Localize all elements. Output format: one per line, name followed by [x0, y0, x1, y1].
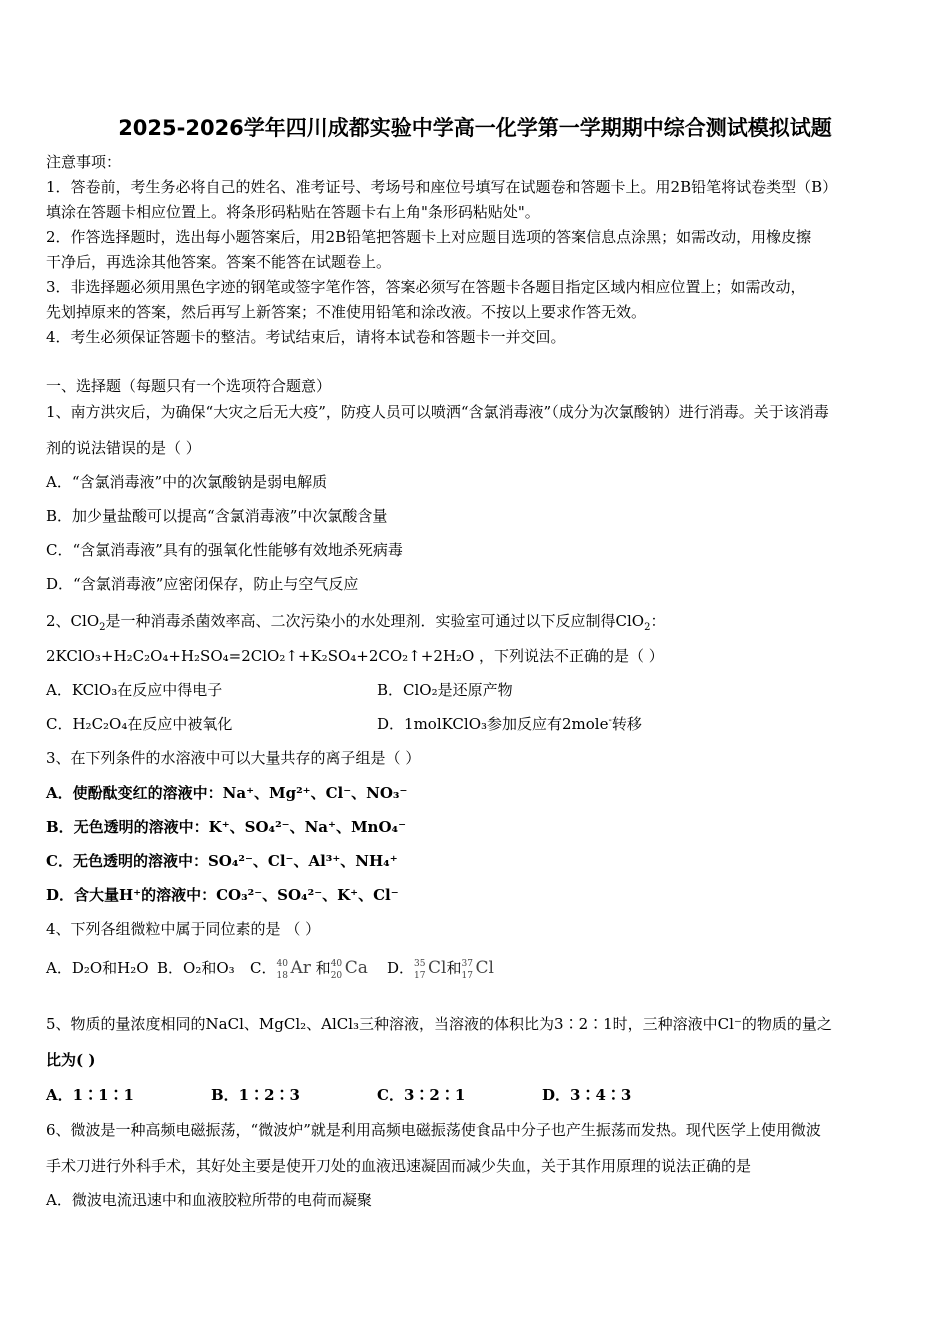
q4-option-c-mid: 和: [315, 959, 331, 977]
isotope-ar: [276, 958, 311, 981]
q4-option-a: A．D₂O和H₂O: [46, 959, 149, 977]
q1-stem-1: 1、南方洪灾后，为确保“大灾之后无大疫”，防疫人员可以喷洒“含氯消毒液”（成分为次氯酸钠）进行消毒。关于该消毒: [46, 403, 829, 421]
q4-option-c: [250, 958, 368, 981]
q1-option-d: D．“含氯消毒液”应密闭保存，防止与空气反应: [46, 575, 359, 593]
cl37-symbol: Cl: [475, 958, 494, 978]
q3-option-b: B．无色透明的溶液中：K⁺、SO₄²⁻、Na⁺、MnO₄⁻: [46, 818, 407, 836]
q6-option-a: A．微波电流迅速中和血液胶粒所带的电荷而凝聚: [46, 1191, 372, 1209]
cl35-z: 17: [414, 971, 426, 981]
cl35-mass: 35: [414, 959, 426, 969]
q5-option-a: A．1∶1∶1: [46, 1086, 134, 1104]
isotope-cl35: [414, 958, 447, 981]
q2-option-a: A．KClO₃在反应中得电子: [46, 681, 223, 699]
q6-stem-1: 6、微波是一种高频电磁振荡，“微波炉”就是利用高频电磁振荡使食品中分子也产生振荡而发热。现代医学上使用微波: [46, 1121, 821, 1139]
q3-option-d: D．含大量H⁺的溶液中：CO₃²⁻、SO₄²⁻、K⁺、Cl⁻: [46, 886, 399, 904]
q1-option-b: B．加少量盐酸可以提高“含氯消毒液”中次氯酸含量: [46, 507, 388, 525]
cl35-symbol: Cl: [428, 958, 447, 978]
notice-line-1: 1．答卷前，考生务必将自己的姓名、准考证号、考场号和座位号填写在试题卷和答题卡上。用2B铅笔将试卷类型（B）: [46, 178, 838, 196]
ca-symbol: Ca: [344, 958, 368, 978]
q5-option-d: D．3∶4∶3: [542, 1086, 632, 1104]
q3-option-a: A．使酚酞变红的溶液中：Na⁺、Mg²⁺、Cl⁻、NO₃⁻: [46, 784, 408, 802]
q5-option-c: C．3∶2∶1: [377, 1086, 466, 1104]
notice-line-4: 干净后，再选涂其他答案。答案不能答在试题卷上。: [46, 253, 392, 271]
notice-line-6: 先划掉原来的答案，然后再写上新答案；不准使用铅笔和涂改液。不按以上要求作答无效。: [46, 303, 647, 321]
q2-option-d-pre: D．1molKClO₃参加反应有2mole: [377, 715, 609, 733]
q2-option-b: B．ClO₂是还原产物: [377, 681, 513, 699]
q2-stem-pre: 2、ClO: [46, 612, 100, 630]
q2-stem-sub2: 2: [644, 622, 651, 633]
q4-option-c-label: C．: [250, 959, 277, 977]
q1-option-a: A．“含氯消毒液”中的次氯酸钠是弱电解质: [46, 473, 328, 491]
q2-option-c: C．H₂C₂O₄在反应中被氧化: [46, 715, 233, 733]
section-heading: 一、选择题（每题只有一个选项符合题意）: [46, 377, 332, 395]
q2-option-d-post: 转移: [611, 715, 642, 733]
q4-option-d-mid: 和: [446, 959, 462, 977]
cl37-z: 17: [461, 971, 473, 981]
q3-stem: 3、在下列条件的水溶液中可以大量共存的离子组是（ ）: [46, 749, 421, 767]
q4-option-d: [387, 958, 494, 981]
ca-z: 20: [330, 971, 343, 981]
notice-line-3: 2．作答选择题时，选出每小题答案后，用2B铅笔把答题卡上对应题目选项的答案信息点涂黑；如需改动，用橡皮擦: [46, 228, 812, 246]
notice-line-5: 3．非选择题必须用黑色字迹的钢笔或签字笔作答，答案必须写在答题卡各题目指定区域内相应位置上；如需改动，: [46, 278, 806, 296]
q1-stem-2: 剂的说法错误的是（ ）: [46, 439, 201, 457]
ca-mass: 40: [330, 959, 343, 969]
q4-option-b: B．O₂和O₃: [157, 959, 235, 977]
q5-stem-1: 5、物质的量浓度相同的NaCl、MgCl₂、AlCl₃三种溶液，当溶液的体积比为3∶2∶1时，三种溶液中Cl⁻的物质的量之: [46, 1015, 832, 1033]
ar-mass: 40: [276, 959, 288, 969]
q2-option-d: [377, 714, 642, 734]
q2-equation: 2KClO₃+H₂C₂O₄+H₂SO₄=2ClO₂↑+K₂SO₄+2CO₂↑+2H₂O ，下列说法不正确的是（ ）: [46, 647, 664, 665]
q6-stem-2: 手术刀进行外科手术，其好处主要是使开刀处的血液迅速凝固而减少失血，关于其作用原理的说法正确的是: [46, 1157, 752, 1175]
q5-option-b: B．1∶2∶3: [211, 1086, 300, 1104]
isotope-ca: [330, 958, 368, 981]
notice-line-2: 填涂在答题卡相应位置上。将条形码粘贴在答题卡右上角"条形码粘贴处"。: [46, 203, 540, 221]
ar-z: 18: [276, 971, 288, 981]
q1-option-c: C．“含氯消毒液”具有的强氧化性能够有效地杀死病毒: [46, 541, 403, 559]
q5-stem-2: 比为( ): [46, 1051, 96, 1069]
notice-heading: 注意事项：: [46, 153, 122, 171]
q2-stem: [46, 611, 665, 631]
page-title: 2025-2026学年四川成都实验中学高一化学第一学期期中综合测试模拟试题: [118, 116, 832, 140]
isotope-cl37: [461, 958, 494, 981]
q2-stem-end: ：: [650, 612, 666, 630]
q3-option-c: C．无色透明的溶液中：SO₄²⁻、Cl⁻、Al³⁺、NH₄⁺: [46, 852, 398, 870]
ar-symbol: Ar: [290, 958, 311, 978]
q4-stem: 4、下列各组微粒中属于同位素的是 （ ）: [46, 920, 321, 938]
q2-stem-sub: 2: [99, 622, 106, 633]
q4-option-d-label: D．: [387, 959, 415, 977]
q2-option-d-sup: -: [608, 715, 612, 726]
notice-line-7: 4．考生必须保证答题卡的整洁。考试结束后，请将本试卷和答题卡一并交回。: [46, 328, 566, 346]
q2-stem-mid: 是一种消毒杀菌效率高、二次污染小的水处理剂．实验室可通过以下反应制得ClO: [105, 612, 645, 630]
cl37-mass: 37: [461, 959, 473, 969]
